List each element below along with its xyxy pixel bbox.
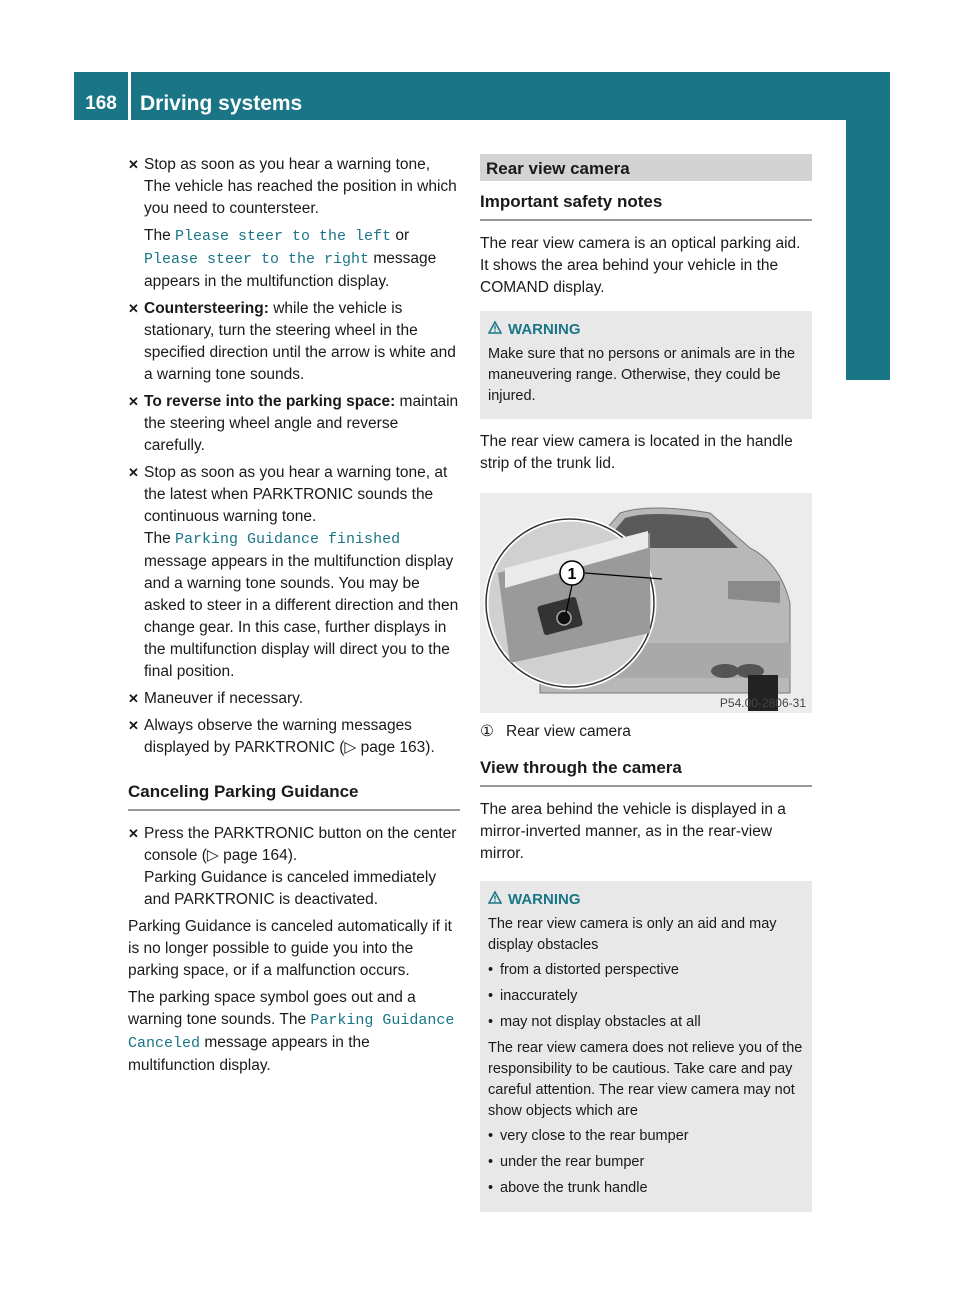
text-fragment: message appears in the multifunction display and a warning tone sounds. You may be asked to steer in a different direction and then change gear. In this case, further displays in the multifunction display will direct you to the final position. [144, 553, 459, 680]
step-marker-icon: ✕ [128, 394, 139, 409]
warning-box [480, 881, 812, 1212]
list-item [128, 688, 460, 710]
text-fragment: The parking space symbol goes out and a warning tone sounds. The [128, 989, 416, 1028]
subsection-heading: View through the camera [480, 757, 812, 787]
text-fragment: or [395, 227, 410, 244]
display-message: Please steer to the left [175, 228, 392, 245]
text-fragment: The [144, 227, 171, 244]
step-subtext [144, 528, 460, 683]
step-marker-icon: ✕ [128, 301, 139, 316]
warning-triangle-icon [488, 319, 502, 340]
step-text: while the vehicle is stationary, turn the steering wheel in the specified direction until the arrow is white and a warning tone sounds. [144, 300, 456, 383]
text-fragment: The [144, 530, 171, 547]
step-marker-icon: ✕ [128, 157, 139, 172]
side-tab-label: Driving and parking [848, 127, 871, 325]
warning-text: Make sure that no persons or animals are in the maneuvering range. Otherwise, they could be injured. [488, 346, 796, 404]
step-marker-icon: ✕ [128, 691, 139, 706]
subsection-heading: Important safety notes [480, 191, 812, 221]
paragraph [128, 987, 460, 1077]
rear-camera-figure [480, 493, 812, 713]
page-number: 168 [85, 93, 117, 114]
step-text: Press the PARKTRONIC button on the center console (▷ page 164). [144, 825, 457, 864]
warning-heading [488, 889, 804, 910]
warning-text: The rear view camera is only an aid and may display obstacles [488, 916, 777, 953]
paragraph: The rear view camera is located in the handle strip of the trunk lid. [480, 433, 793, 472]
header-divider [128, 72, 131, 120]
step-subtext [144, 225, 460, 293]
warning-bullet: • under the rear bumper [488, 1152, 804, 1173]
list-item [128, 154, 460, 293]
right-column [480, 154, 812, 1224]
warning-title: WARNING [508, 321, 581, 338]
step-text: Stop as soon as you hear a warning tone, at the latest when PARKTRONIC sounds the continuous warning tone. [144, 464, 448, 525]
step-text: maintain the steering wheel angle and reverse carefully. [144, 393, 459, 454]
step-marker-icon: ✕ [128, 718, 139, 733]
paragraph: The rear view camera is an optical parking aid. It shows the area behind your vehicle in the COMAND display. [480, 235, 801, 296]
list-item [128, 391, 460, 457]
text-fragment: message appears in the multifunction display. [144, 250, 437, 290]
step-text: Stop as soon as you hear a warning tone, The vehicle has reached the position in which you need to countersteer. [144, 156, 457, 217]
section-bar-title: Rear view camera [480, 154, 812, 181]
warning-box [480, 311, 812, 419]
paragraph: The area behind the vehicle is displayed in a mirror-inverted manner, as in the rear-view mirror. [480, 801, 786, 862]
display-message: Parking Guidance finished [175, 531, 401, 548]
step-label: Countersteering: [144, 300, 269, 317]
section-heading: Canceling Parking Guidance [128, 781, 460, 811]
caption-text: Rear view camera [506, 723, 631, 740]
step-text: Maneuver if necessary. [144, 690, 304, 707]
warning-bullet: • from a distorted perspective [488, 960, 804, 981]
step-text: Always observe the warning messages displayed by PARKTRONIC (▷ page 163). [144, 717, 435, 756]
paragraph: Parking Guidance is canceled automatically if it is no longer possible to guide you into the parking space, or if a malfunction occurs. [128, 918, 452, 979]
left-column [128, 154, 460, 1082]
step-subtext: Parking Guidance is canceled immediately and PARKTRONIC is deactivated. [144, 869, 437, 908]
display-message: Parking Guidance Canceled [128, 1012, 455, 1052]
warning-bullet: • may not display obstacles at all [488, 1012, 804, 1033]
warning-bullet: • above the trunk handle [488, 1178, 804, 1199]
step-marker-icon: ✕ [128, 465, 139, 480]
list-item [128, 462, 460, 683]
list-item [128, 715, 460, 759]
step-marker-icon: ✕ [128, 826, 139, 841]
warning-bullet: • very close to the rear bumper [488, 1126, 804, 1147]
warning-triangle-icon [488, 889, 502, 910]
text-fragment: message appears in the multifunction display. [128, 1034, 370, 1074]
display-message: Please steer to the right [144, 251, 370, 268]
warning-title: WARNING [508, 891, 581, 908]
callout-number: 1 [567, 566, 577, 583]
car-rear-illustration [480, 493, 812, 713]
warning-bullet: • inaccurately [488, 986, 804, 1007]
chapter-title: Driving systems [140, 92, 303, 115]
warning-text: The rear view camera does not relieve you of the responsibility to be cautious. Take care and pay careful attention. The rear view camera may not show objects which are [488, 1040, 803, 1119]
figure-caption [480, 721, 812, 743]
list-item [128, 823, 460, 911]
list-item [128, 298, 460, 386]
figure-code: P54.00-2806-31 [719, 696, 806, 710]
warning-heading [488, 319, 804, 340]
page-header [74, 72, 890, 120]
caption-marker: ① [480, 723, 494, 740]
step-label: To reverse into the parking space: [144, 393, 396, 410]
